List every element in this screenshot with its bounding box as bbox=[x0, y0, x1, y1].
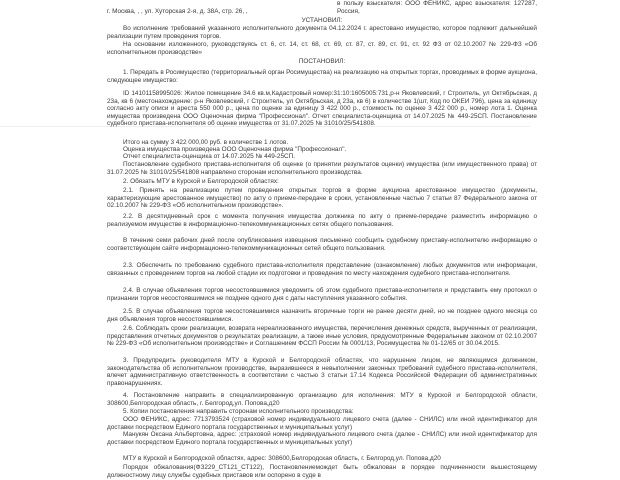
paragraph-4: 4. Постановление направить в специализированную организацию для исполнения: МТУ в Курской и Белгородской области, 308600,Белгородская область, г. Белгород,ул. Попова,д20 bbox=[107, 392, 537, 407]
paragraph-appeal: Порядок обжалования(ФЗ229_СТ121_СТ122), Постановлениемождет быть обжалован в порядке подчиненности вышестоящему должностному лицу службы судебных приставов или оспорено в суде в bbox=[107, 464, 537, 479]
paragraph-2-5: 2.5. В случае объявления торгов несостоявшимися назначить вторичные торги не ранее десяти дней, но не позднее одного месяца со дня объявления торгов несостоявшимися. bbox=[107, 308, 537, 323]
heading-postanovil: ПОСТАНОВИЛ: bbox=[298, 58, 346, 65]
paragraph-property-item: ID 14101158995026: Жилое помещение 34.6 кв.м,Кадастровый номер:31:10:1605005:731,р-н Яковлевский, г Строитель, ул Октябрьская, д 23а, кв 6 (местонахождение: р-н Яковлевский, г Строитель, ул Октябрьская, д 23а, кв 6) в количестве 1(шт, Код по ОКЕИ 796), цена за единицу согласно акту описи и ареста 550 000 р., цена по оценке за единицу 3 422 000 р., стоимость по оценке 3 422 000 р., номер лота 1. Оценка имущества произведена ООО Оценочная фирма "Профессионал". Отчет специалиста-оценщика от 14.07.2025 № 449-25СП. Постановление судебного пристава-исполнителя об оценке имущества от 31.07.2025 № 31010/25/541808. bbox=[107, 90, 537, 128]
paragraph-2-6: 2.6. Соблюдать сроки реализации, возврата нереализованного имущества, перечисления денежных средств, вырученных от реализации, представления отчетных документов о результатах реализации, а также иные условия, предусмотренные Федеральным законом от 02.10.2007 № 229-ФЗ «Об исполнительном производстве» и Соглашением ФССП России № 0001/13, Росимущества № 01-12/65 от 30.04.2015. bbox=[107, 325, 537, 348]
paragraph-2-1: 2.1. Принять на реализацию путем проведения открытых торгов в форме аукциона арестованное имущество (документы, характеризующие арестованное имущество) по акту о приеме-передаче в сроки, установленные частью 7 статьи 87 Федерального закона от 02.10.2007 № 229-ФЗ «Об исполнительном производстве». bbox=[107, 187, 537, 210]
paragraph-report: Отчет специалиста-оценщика от 14.07.2025 № 449-25СП. bbox=[123, 153, 296, 160]
header-line-2: г. Москва, , , ул. Хуторская 2-я, д. 38А, стр. 26, , bbox=[107, 8, 248, 15]
paragraph-decree: Постановление судебного пристава-исполнителя об оценке (о принятии результатов оценки) имущества (или имущественного права) от 31.07.2025 № 31010/25/541808 направлено сторонам исполнительного производства. bbox=[107, 161, 537, 176]
paragraph-5: 5. Копии постановления направить сторонам исполнительного производства: bbox=[123, 408, 354, 415]
header-line-1: в пользу взыскателя: ООО ФЕНИКС, адрес взыскателя: 127287, Россия, bbox=[337, 0, 537, 15]
paragraph-2-4: 2.4. В случае объявления торгов несостоявшимися уведомить об этом судебного пристава-исполнителя и представить ему протокол о признании торгов несостоявшимися не позднее одного дня с даты наступления указанного события. bbox=[107, 287, 537, 302]
paragraph-2-2: 2.2. В десятидневный срок с момента получения имущества должника по акту о приеме-передаче разместить информацию о реализуемом имуществе в информационно-телекоммуникационных сетях общего пользования. bbox=[107, 213, 537, 228]
paragraph-appraiser: Оценка имущества произведена ООО Оценочная фирма "Профессионал". bbox=[123, 146, 347, 153]
paragraph-total: Итого на сумму 3 422 000,00 руб. в количестве 1 лотов. bbox=[123, 139, 289, 146]
paragraph-1: 1. Передать в Росимущество (территориальный орган Росимущества) на реализацию на открытых торгах, проводимых в форме аукциона, следующее имущество: bbox=[107, 69, 537, 84]
paragraph-ustanovil-2: На основании изложенного, руководствуясь ст. 6, ст. 14, ст. 68, ст. 69, ст. 87, ст. 89, ст. 91, ст. 92 ФЗ от 02.10.2007 № 229-ФЗ «Об исполнительном производстве» bbox=[107, 41, 537, 56]
paragraph-2: 2. Обязать МТУ в Курской и Белгородской областях: bbox=[123, 178, 279, 185]
paragraph-2-2b: В течение семи рабочих дней после опубликования извещения письменно сообщить судебному приставу-исполнителю информацию о соответствующем сайте информационно-телекоммуникационных сетей общего пользования. bbox=[107, 237, 537, 252]
paragraph-5-recipient-mtu: МТУ в Курской и Белгородской областях, адрес: 308600,Белгородская область, г. Белгород,ул. Попова,д20 bbox=[123, 455, 441, 462]
paragraph-ustanovil-1: Во исполнение требований указанного исполнительного документа 04.12.2024 г. арестовано имущество, которое подлежит дальнейшей реализации путем проведения торгов. bbox=[107, 25, 537, 40]
paragraph-5-recipient-fenix: ООО ФЕНИКС, адрес: 7713793524 (страховой номер индивидуального лицевого счета (далее - СНИЛС) или иной идентификатор для доставки посредством Единого портала государственных и муниципальных услуг) bbox=[107, 416, 537, 431]
paragraph-5-recipient-debtor: Манукян Оксана Альбертовна, адрес: ;страховой номер индивидуального лицевого счета (далее - СНИЛС) или иной идентификатор для доставки посредством Единого портала государственных и муниципальных услуг) bbox=[107, 431, 537, 446]
paragraph-2-3: 2.3. Обеспечить по требованию судебного пристава-исполнителя представление (ознакомление) любых документов или информации, связанных с проведением торгов на любой стадии их подготовки и проведения по месту нахождения судебного пристава-исполнителя. bbox=[107, 262, 537, 277]
heading-ustanovil: УСТАНОВИЛ: bbox=[301, 17, 343, 24]
paragraph-3: 3. Предупредить руководителя МТУ в Курской и Белгородской областях, что нарушение лицом, не являющимся должником, законодательства об исполнительном производстве, выразившееся в невыполнении законных требований судебного пристава-исполнителя, влечет административную ответственность в соответствии с частью 3 статьи 17.14 Кодекса Российской Федерации об административных правонарушениях. bbox=[107, 357, 537, 387]
